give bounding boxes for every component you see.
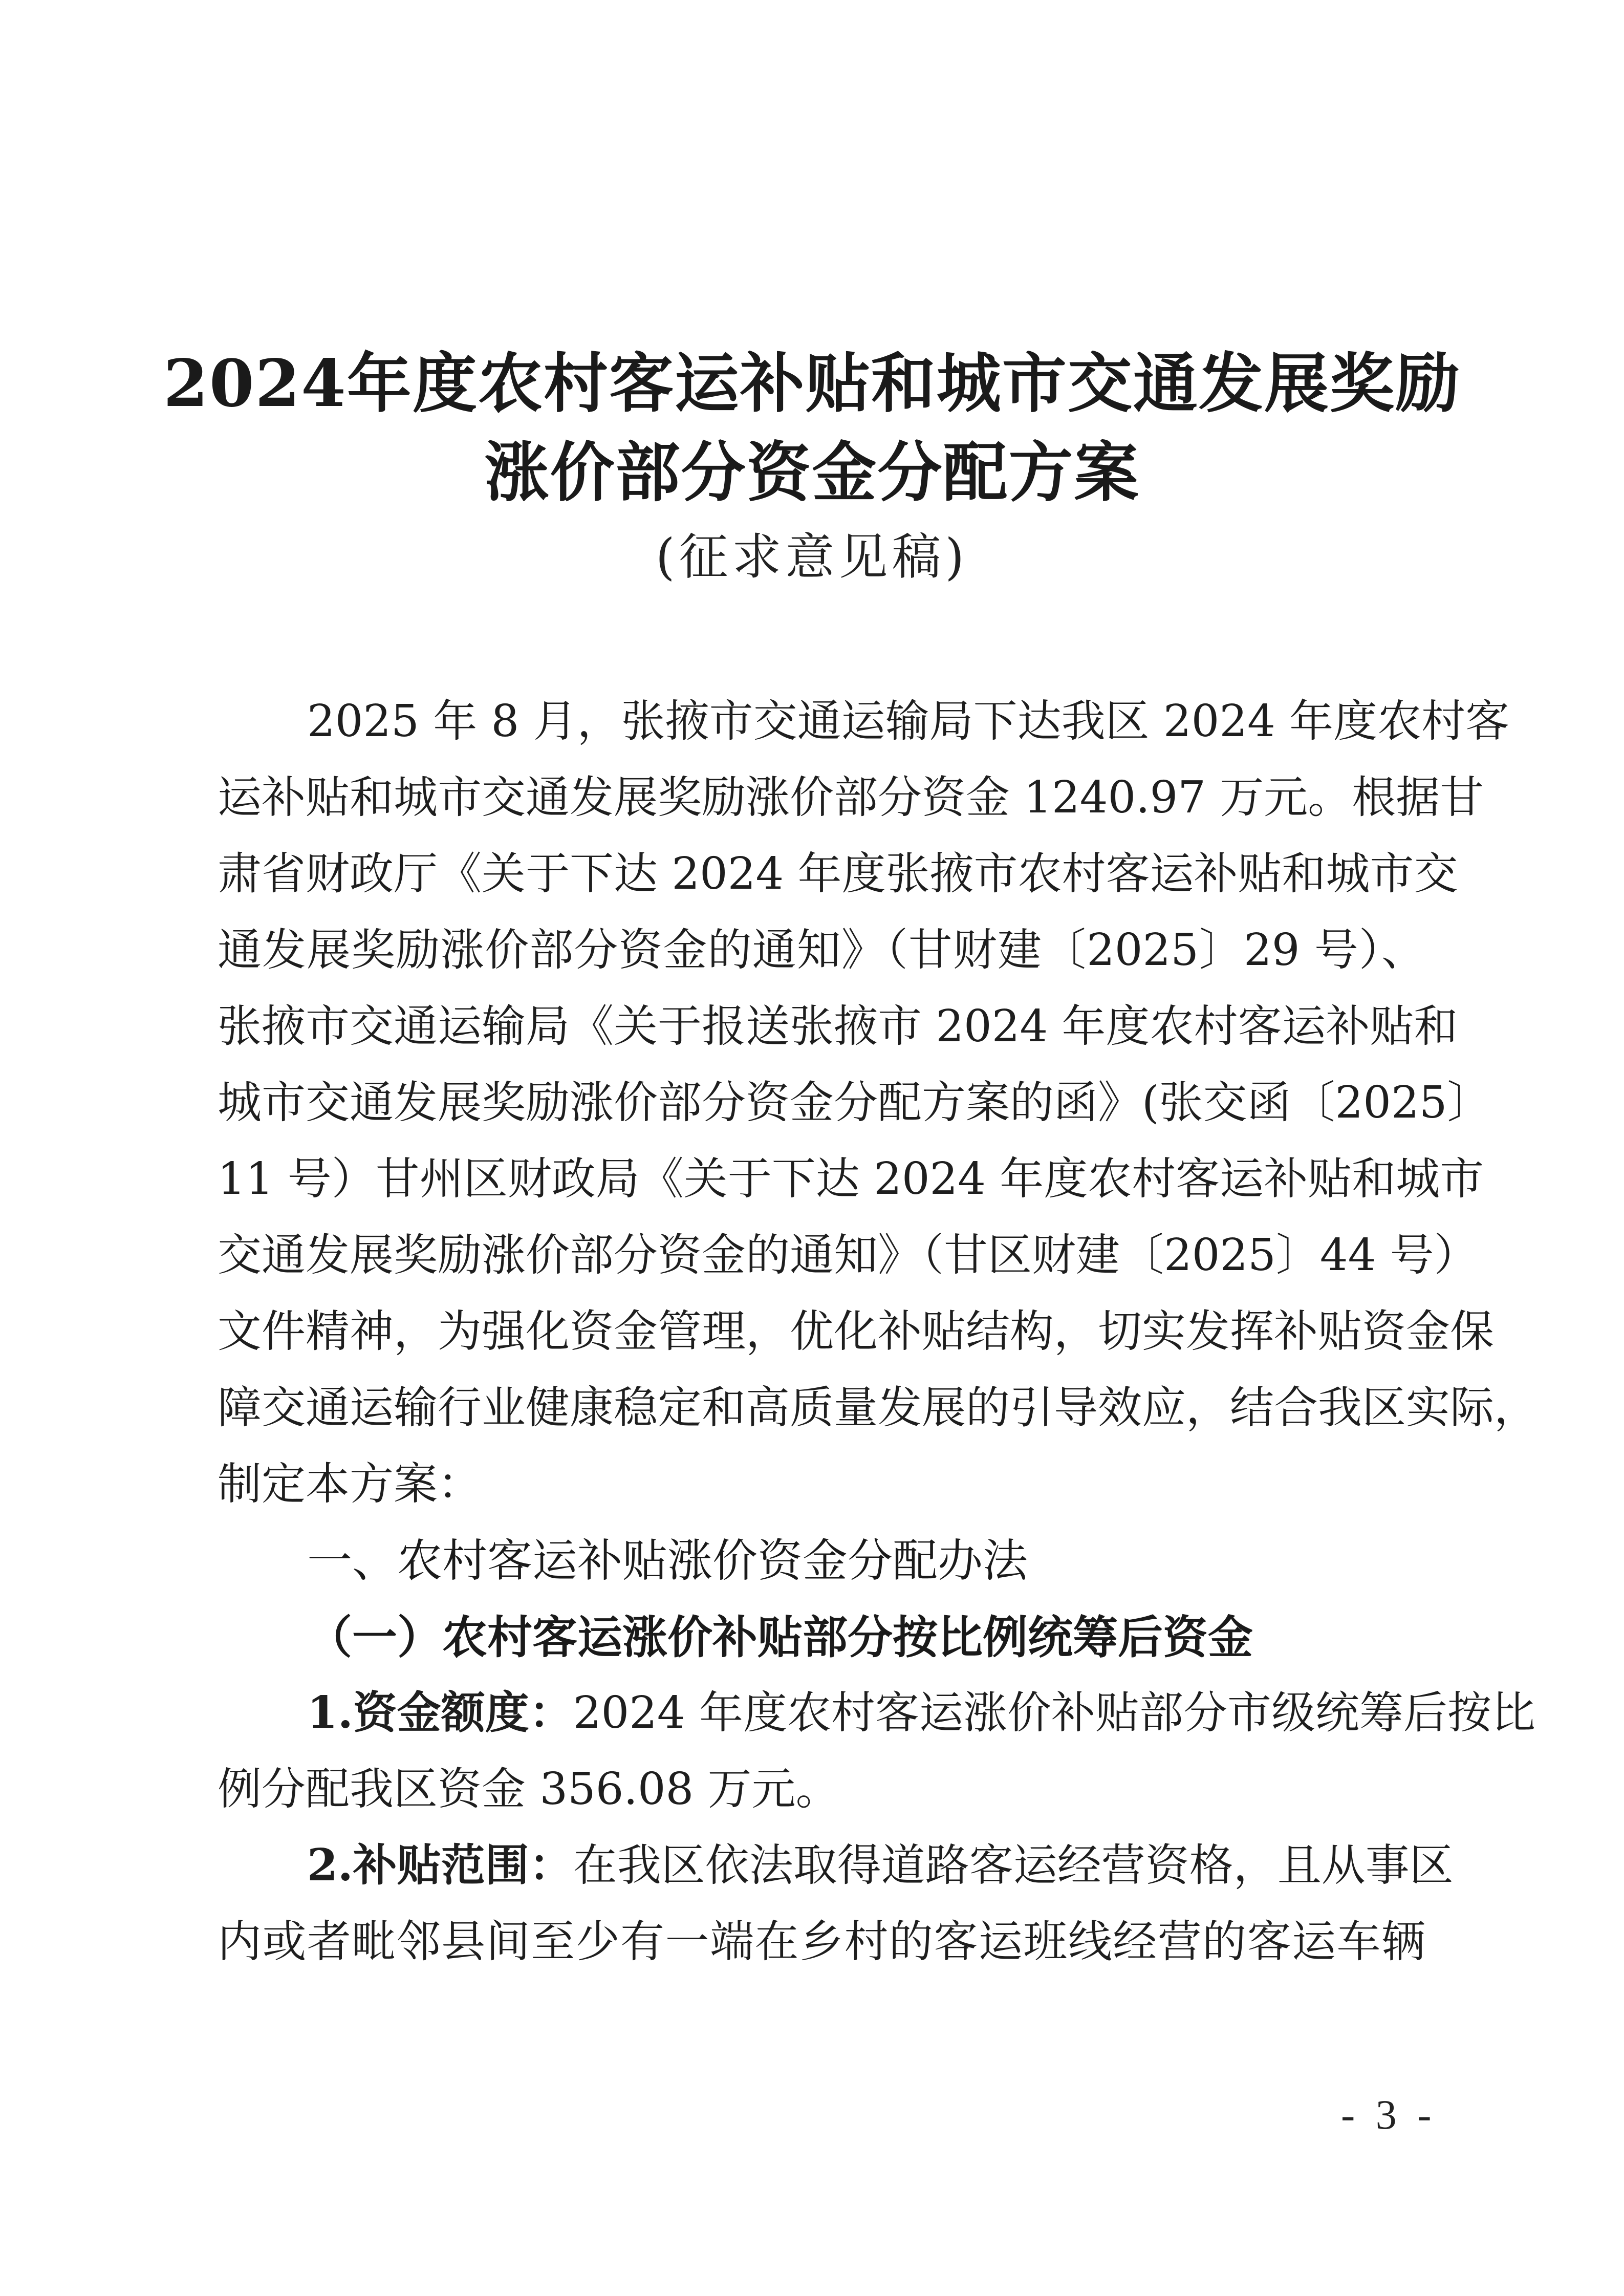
document-title-line-2: 涨价部分资金分配方案: [484, 435, 1140, 510]
item-1-text: 2024 年度农村客运涨价补贴部分市级统筹后按比: [573, 1687, 1535, 1739]
body-line: 张掖市交通运输局《关于报送张掖市 2024 年度农村客运补贴和: [218, 1001, 1458, 1052]
item-1-lead: 1.资金额度：: [307, 1687, 573, 1739]
body-line: 2025 年 8 月，张掖市交通运输局下达我区 2024 年度农村客: [307, 696, 1510, 747]
body-line: 制定本方案：: [218, 1458, 482, 1510]
body-line: 通发展奖励涨价部分资金的通知》（甘财建〔2025〕29 号）、: [218, 925, 1425, 976]
document-subtitle: (征求意见稿): [656, 528, 968, 586]
document-title-line-1: 2024年度农村客运补贴和城市交通发展奖励: [163, 346, 1461, 421]
body-line: 肃省财政厅《关于下达 2024 年度张掖市农村客运补贴和城市交: [218, 848, 1458, 899]
item-2-line-1: [307, 1839, 1454, 1891]
item-2-text: 在我区依法取得道路客运经营资格，且从事区: [573, 1840, 1454, 1891]
item-1-line-2: 例分配我区资金 356.08 万元。: [218, 1764, 840, 1815]
subsection-heading: （一）农村客运涨价补贴部分按比例统筹后资金: [307, 1611, 1253, 1664]
section-heading: 一、农村客运补贴涨价资金分配办法: [307, 1534, 1028, 1587]
item-2-lead: 2.补贴范围：: [307, 1839, 573, 1891]
body-line: 交通发展奖励涨价部分资金的通知》（甘区财建〔2025〕44 号）: [218, 1230, 1478, 1281]
body-line: 运补贴和城市交通发展奖励涨价部分资金 1240.97 万元。根据甘: [218, 772, 1484, 823]
body-line: 文件精神，为强化资金管理，优化补贴结构，切实发挥补贴资金保: [218, 1306, 1494, 1357]
item-2-line-2: 内或者毗邻县间至少有一端在乡村的客运班线经营的客运车辆: [218, 1916, 1425, 1967]
page-number: - 3 -: [1341, 2091, 1437, 2138]
body-line: 11 号）甘州区财政局《关于下达 2024 年度农村客运补贴和城市: [218, 1153, 1484, 1205]
body-line: 城市交通发展奖励涨价部分资金分配方案的函》(张交函〔2025〕: [218, 1077, 1491, 1128]
body-line: 障交通运输行业健康稳定和高质量发展的引导效应，结合我区实际，: [218, 1382, 1538, 1433]
item-1-line-1: [307, 1687, 1535, 1739]
